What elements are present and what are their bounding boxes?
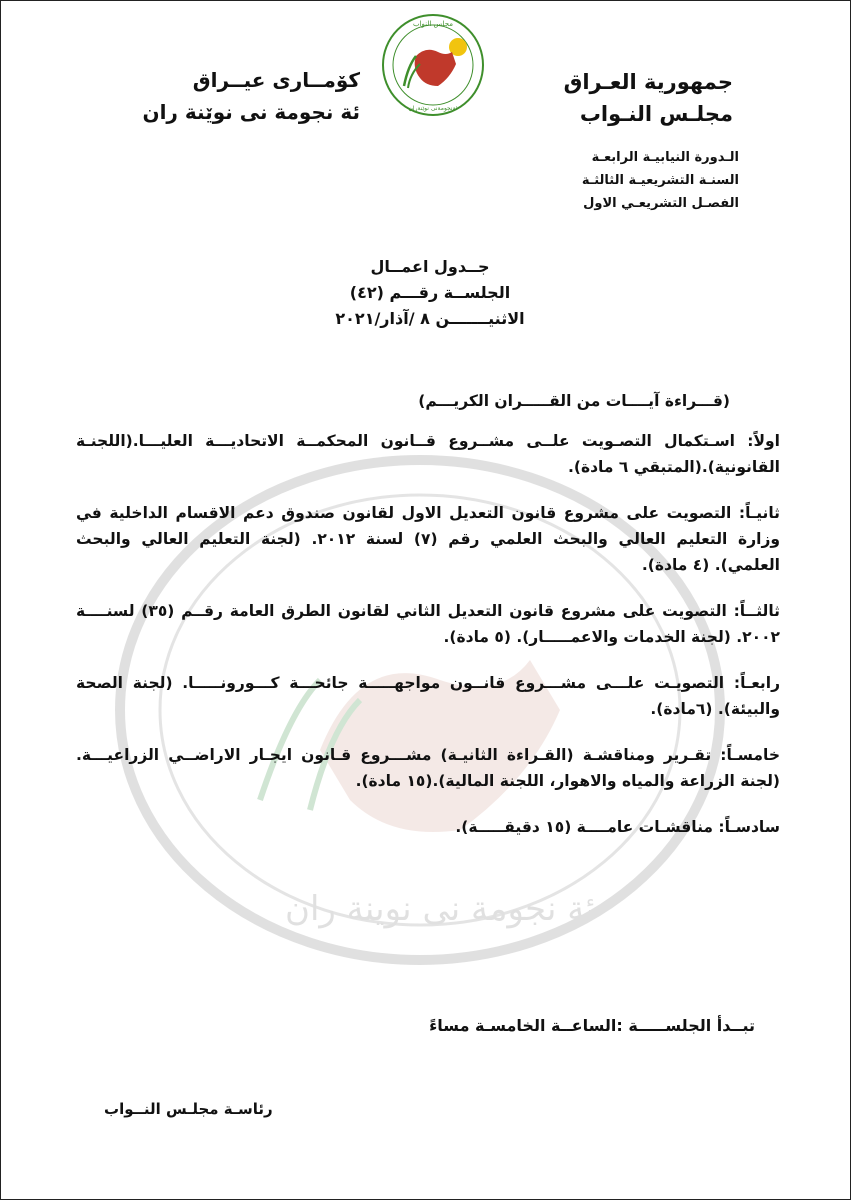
header-right: [493, 66, 733, 130]
council-name: مجلـس النـواب: [579, 102, 733, 126]
agenda-item-6: سادسـاً: مناقشـات عامــــة (١٥ دقيقـــــة).: [455, 818, 780, 836]
legislative-year: السنـة التشريعيـة الثالثـة: [581, 173, 739, 188]
presidency-label: رئاسـة مجلـس النــواب: [104, 1100, 273, 1118]
agenda-item-5: خامسـاً: تقـرير ومناقشـة (القـراءة الثانيـة) مشـــروع قـانون ايجـار الاراضــي الزراعيـــة. (لجنة الزراعة والمياه والاهوار، اللجنة المالية).(١٥ مادة).: [76, 746, 780, 790]
parliament-logo: [380, 12, 486, 118]
agenda-body: [76, 388, 780, 860]
agenda-title-block: [250, 254, 610, 332]
country-name: جمهورية العـراق: [563, 70, 733, 94]
country-name-kurdish: كۆمــارى عيــراق: [192, 68, 360, 92]
header-left: [120, 64, 360, 128]
presidency-signature: [104, 1100, 324, 1118]
session-date: الاثنيـــــــن ٨ /آذار/٢٠٢١: [335, 309, 525, 328]
session-info: [479, 146, 739, 215]
parliamentary-term: الـدورة النيابيـة الرابعـة: [591, 150, 739, 165]
logo-text-top: مجلس النواب: [412, 20, 454, 28]
agenda-item-4: رابعـاً: التصويـت علـــى مشـــروع قانــون مواجهـــــة جائحـــة كـــورونـــــا. (لجنة الصحة والبيئة). (٦مادة).: [76, 674, 780, 718]
council-name-kurdish: ئة نجومة نى نوێنة ران: [142, 100, 360, 124]
legislative-session: الفصـل التشريعـي الاول: [583, 196, 739, 211]
logo-text-bottom: ئةنجومةنى نوێنةران: [408, 105, 458, 112]
session-number: الجلســة رقـــم (٤٢): [349, 283, 511, 302]
agenda-item-3: ثالثــاً: التصويت على مشروع قانون التعديل الثاني لقانون الطرق العامة رقــم (٣٥) لسنــــة ٢٠٠٢. (لجنة الخدمات والاعمـــــار). (٥ مادة).: [76, 602, 780, 646]
agenda-item-1: اولاً: اسـتكمال التصـويت علــى مشــروع قــانون المحكمــة الاتحاديـــة العليـــا.(اللجنـة القانونية).(المتبقي ٦ مادة).: [76, 432, 780, 476]
watermark-text: ئة نجومة نى نوينة ران: [285, 889, 595, 929]
agenda-title: جــدول اعمــال: [370, 257, 490, 276]
quran-reading: (قـــراءة آيــــات من القـــــران الكريـــم): [418, 392, 730, 410]
agenda-item-2: ثانيـاً: التصويت على مشروع قانون التعديل الاول لقانون صندوق دعم الاقسام الداخلية في وزارة التعليم العالي والبحث العلمي رقم (٧) لسنة ٢٠١٢. (لجنة التعليم العالي والبحث العلمي). (٤ مادة).: [76, 504, 780, 574]
session-start-time: تبــدأ الجلســـــة :الساعــة الخامسـة مساءً: [429, 1016, 755, 1035]
